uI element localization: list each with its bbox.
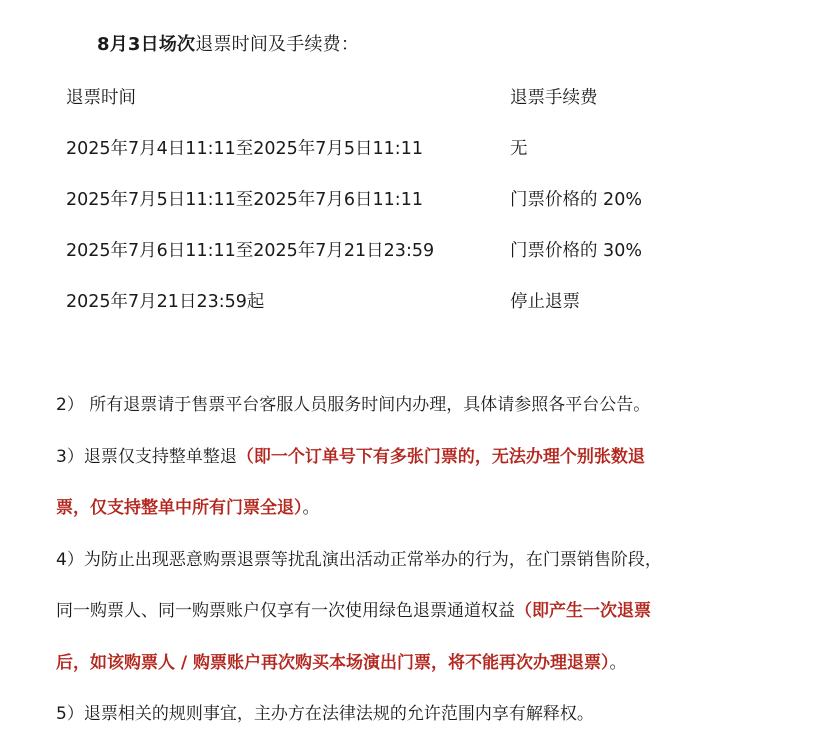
heading-text: 退票时间及手续费： — [195, 34, 360, 55]
rule-5 — [56, 701, 756, 753]
section-heading — [97, 30, 359, 56]
table-row — [66, 233, 746, 284]
refund-rules-list — [56, 392, 756, 753]
rule-4-line-2 — [56, 598, 756, 650]
rule-2-text: 2） 所有退票请于售票平台客服人员服务时间内办理，具体请参照各平台公告。 — [56, 395, 651, 415]
row-time: 2025年7月6日11:11至2025年7月21日23:59 — [66, 241, 435, 261]
rule-3-emphasis: （即一个订单号下有多张门票的，无法办理个别张数退 — [236, 446, 645, 467]
rule-5-text: 5）退票相关的规则事宜，主办方在法律法规的允许范围内享有解释权。 — [56, 704, 594, 724]
row-time: 2025年7月5日11:11至2025年7月6日11:11 — [66, 190, 423, 210]
row-time: 2025年7月4日11:11至2025年7月5日11:11 — [66, 139, 423, 159]
rule-4-line-1 — [56, 547, 756, 599]
header-refund-time: 退票时间 — [66, 88, 136, 108]
refund-fee-table — [66, 80, 746, 335]
heading-date: 8月3日场次 — [97, 34, 196, 55]
rule-3-text: 3）退票仅支持整单整退 — [56, 446, 237, 467]
rule-4-emphasis-cont: 后，如该购票人 / 购票账户再次购买本场演出门票，将不能再次办理退票） — [56, 652, 610, 673]
table-row — [66, 182, 746, 233]
header-refund-fee: 退票手续费 — [510, 88, 598, 108]
rule-4-text-cont: 同一购票人、同一购票账户仅享有一次使用绿色退票通道权益 — [56, 601, 515, 621]
rule-2 — [56, 392, 756, 444]
table-row — [66, 284, 746, 335]
row-time: 2025年7月21日23:59起 — [66, 292, 265, 312]
row-fee: 停止退票 — [510, 292, 580, 312]
rule-4-text: 4）为防止出现恶意购票退票等扰乱演出活动正常举办的行为，在门票销售阶段， — [56, 549, 662, 570]
table-header-row — [66, 80, 746, 131]
row-fee: 门票价格的 30% — [510, 241, 642, 261]
rule-3-end: 。 — [302, 498, 320, 518]
rule-3-line-1 — [56, 444, 756, 496]
row-fee: 无 — [510, 139, 528, 159]
table-row — [66, 131, 746, 182]
rule-3-emphasis-cont: 票，仅支持整单中所有门票全退） — [56, 498, 303, 518]
rule-4-emphasis: （即产生一次退票 — [515, 601, 651, 621]
rule-3-line-2 — [56, 495, 756, 547]
row-fee: 门票价格的 20% — [510, 190, 642, 210]
rule-4-end: 。 — [609, 652, 627, 673]
rule-4-line-3 — [56, 650, 756, 702]
